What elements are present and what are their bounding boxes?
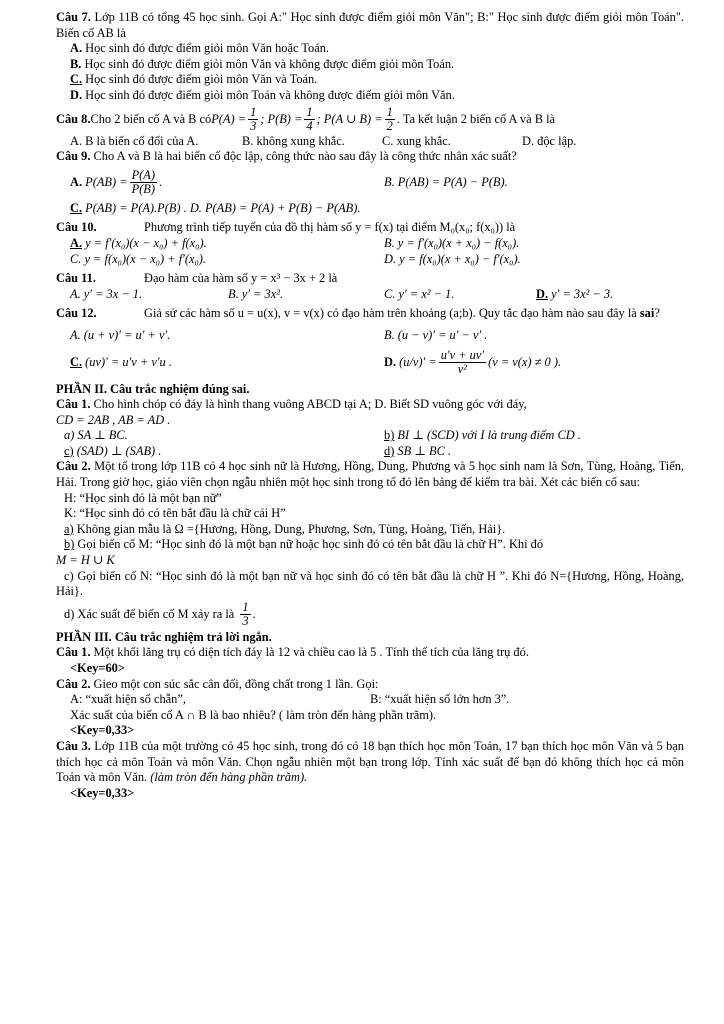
q12-d-cond: (v = v(x) ≠ 0 ). bbox=[488, 354, 562, 369]
p3-q2-event-a: A: “xuất hiện số chẵn”, bbox=[70, 692, 186, 707]
q12-d-letter: D. bbox=[384, 354, 397, 369]
p2-q2-d-num: 1 bbox=[242, 600, 249, 615]
p2-q2-c: c) Gọi biến cố N: “Học sinh đó là một bạn nữ và học sinh đó có tên bắt đầu là chữ H ”. Khi đó N={Hương, Hồng, Hoàng, Hải}. bbox=[56, 568, 684, 599]
q10-head: Câu 10. bbox=[56, 220, 97, 235]
q9-a-end: . bbox=[158, 174, 163, 189]
q8-pre: Cho 2 biến cố A và B có bbox=[90, 111, 212, 126]
part-3-title: PHẦN III. Câu trắc nghiệm trả lời ngắn. bbox=[56, 629, 272, 644]
q8-frac-u bbox=[385, 106, 395, 133]
exam-page bbox=[56, 10, 684, 801]
q10-row-ab bbox=[56, 236, 684, 252]
p2-q2-b-formula: M = H ∪ K bbox=[56, 553, 115, 568]
p3-q1-head: Câu 1. bbox=[56, 645, 91, 660]
p3-q2-key: <Key=0,33> bbox=[70, 723, 135, 738]
q12-head: Câu 12. bbox=[56, 306, 97, 321]
q12-option-c bbox=[70, 355, 384, 371]
p3-q1-key: <Key=60> bbox=[70, 661, 125, 675]
p2-q1-c-letter: c) bbox=[64, 443, 74, 458]
q8-frac-b-num: 1 bbox=[306, 105, 313, 120]
q8-pa: P(A) = bbox=[211, 111, 247, 126]
q8-options bbox=[56, 134, 684, 150]
p2-q2-b-text: Gọi biến cố M: “Học sinh đó là một bạn nữ hoặc học sinh đó có tên bắt đầu là chữ H”. Khi đó bbox=[74, 537, 544, 552]
q9-c-letter: C. bbox=[70, 200, 83, 215]
q9-a-letter: A. bbox=[70, 174, 83, 189]
q10-a-letter: A. bbox=[70, 235, 83, 250]
q9-c-text: P(AB) = P(A).P(B) . D. P(AB) = P(A) + P(B) − P(AB). bbox=[82, 200, 361, 215]
p2-q2-stem: Một tổ trong lớp 11B có 4 học sinh nữ là Hương, Hồng, Dung, Phương và 5 học sinh nam là Sơn, Tùng, Hoàng, Tiến, Hải. Trong giờ học, giáo viên chọn ngẫu nhiên một học sinh trong tổ đó lên bảng để kiểm tra bài. Xét các biến cố sau: bbox=[56, 459, 684, 490]
p2-q1-a: a) SA ⊥ BC. bbox=[64, 428, 128, 443]
q11-option-d bbox=[536, 287, 613, 303]
q12-option-d bbox=[384, 349, 561, 376]
p2-q2-event-k: K: “Học sinh đó có tên bắt đầu là chữ cái H” bbox=[64, 506, 286, 521]
p2-q1-row-ab bbox=[56, 428, 684, 444]
question-7-head: Câu 7. bbox=[56, 10, 91, 24]
p2-q2-a bbox=[56, 522, 684, 538]
question-9 bbox=[56, 149, 684, 165]
question-12 bbox=[56, 306, 684, 322]
p2-question-1 bbox=[56, 397, 684, 413]
p2-q2-d-text: d) Xác suất để biến cố M xảy ra là bbox=[64, 607, 235, 622]
q7-b-text: Học sinh đó được điểm giỏi môn Văn và không được điểm giỏi môn Toán. bbox=[81, 56, 455, 71]
q8-frac-a-den: 3 bbox=[250, 119, 257, 134]
q9-row-ab bbox=[56, 165, 684, 201]
q8-frac-b bbox=[304, 106, 314, 133]
q11-head: Câu 11. bbox=[56, 271, 96, 286]
question-8 bbox=[56, 106, 684, 134]
question-11 bbox=[56, 271, 684, 287]
q8-option-c: C. xung khắc. bbox=[382, 133, 451, 148]
q8-pb: ; P(B) = bbox=[260, 111, 303, 126]
p3-q2-stem: Gieo một con súc sắc cân đối, đồng chất trong 1 lần. Gọi: bbox=[90, 676, 379, 691]
q12-d-den: v² bbox=[457, 362, 468, 376]
p2-q2-a-text: Không gian mẫu là Ω ={Hương, Hồng, Dung, Phương, Sơn, Tùng, Hoàng, Tiến, Hải}. bbox=[73, 521, 506, 536]
q8-option-a: A. B là biến cố đối của A. bbox=[70, 133, 199, 148]
p2-q1-stem2: CD = 2AB , AB = AD . bbox=[56, 412, 171, 427]
q10-row-cd bbox=[56, 252, 684, 268]
q12-option-a: A. (u + v)′ = u′ + v′. bbox=[70, 327, 171, 342]
q10-a-text: y = f′(x₀)(x − x₀) + f(x₀). bbox=[82, 235, 207, 250]
q9-a-num: P(A) bbox=[131, 168, 155, 183]
q8-frac-a bbox=[248, 106, 258, 133]
q11-stem: Đạo hàm của hàm số y = x³ − 3x + 2 là bbox=[144, 271, 338, 286]
q12-d-num: u′v + uv′ bbox=[440, 348, 485, 362]
p3-q3-key: <Key=0,33> bbox=[70, 785, 135, 800]
p2-q2-d-den: 3 bbox=[242, 614, 249, 629]
q12-qmark: ? bbox=[654, 306, 660, 321]
p2-q2-d-frac bbox=[240, 601, 250, 628]
part-2-title: PHẦN II. Câu trắc nghiệm đúng sai. bbox=[56, 381, 250, 396]
p3-q2-events bbox=[56, 692, 684, 708]
q9-a-frac bbox=[130, 169, 157, 196]
p2-q1-d-text: SB ⊥ BC . bbox=[394, 443, 452, 458]
p2-q2-event-h: H: “Học sinh đó là một bạn nữ” bbox=[64, 490, 222, 505]
p3-q3-head: Câu 3. bbox=[56, 738, 91, 753]
p2-q1-b-text: BI ⊥ (SCD) với I là trung điểm CD . bbox=[394, 428, 581, 443]
p2-q2-b-letter: b) bbox=[64, 537, 75, 552]
q8-pu: ; P(A ∪ B) = bbox=[316, 111, 383, 126]
q7-a-text: Học sinh đó được điểm giỏi môn Văn hoặc Toán. bbox=[82, 41, 330, 56]
p2-q1-row-cd bbox=[56, 444, 684, 460]
q10-option-b: B. y = f′(x₀)(x + x₀) − f(x₀). bbox=[384, 235, 520, 250]
q12-c-text: (uv)′ = u′v + v′u . bbox=[82, 354, 172, 369]
q9-option-a bbox=[70, 169, 384, 196]
p2-q1-b bbox=[384, 428, 581, 444]
q8-post: . Ta kết luận 2 biến cố A và B là bbox=[396, 111, 556, 126]
p3-q3-stem: Lớp 11B của một trường có 45 học sinh, trong đó có 18 bạn thích học môn Toán, 17 bạn thích học môn Văn và 5 bạn thích học cả môn Toán và môn Văn. Chọn ngẫu nhiên một bạn trong lớp. Tính xác suất để bạn đó không thích học cả môn Toán và môn Văn. bbox=[56, 738, 684, 785]
q10-stem: Phương trình tiếp tuyến của đồ thị hàm số y = f(x) tại điểm M₀(x₀; f(x₀)) là bbox=[144, 220, 516, 235]
q9-head: Câu 9. bbox=[56, 149, 91, 164]
p2-q1-d-letter: d) bbox=[384, 443, 395, 458]
q9-a-lhs: P(AB) = bbox=[85, 174, 128, 189]
q7-option-a bbox=[56, 41, 684, 57]
question-7 bbox=[56, 10, 684, 41]
q7-c-letter: C. bbox=[70, 72, 83, 87]
question-10 bbox=[56, 220, 684, 236]
q11-option-b: B. y′ = 3x². bbox=[228, 286, 284, 301]
q10-option-a bbox=[70, 236, 384, 252]
q7-option-d bbox=[56, 88, 684, 104]
p2-q2-head: Câu 2. bbox=[56, 459, 91, 474]
q9-a-den: P(B) bbox=[131, 182, 155, 197]
q12-row-cd bbox=[56, 344, 684, 382]
q12-d-lhs: (u/v)′ = bbox=[399, 354, 437, 369]
q9-option-b: B. P(AB) = P(A) − P(B). bbox=[384, 174, 508, 189]
q10-option-c: C. y = f(x₀)(x − x₀) + f′(x₀). bbox=[70, 251, 207, 266]
q8-option-d: D. độc lập. bbox=[522, 133, 577, 148]
q7-c-text: Học sinh đó được điểm giỏi môn Văn và Toán. bbox=[82, 72, 318, 87]
q12-c-letter: C. bbox=[70, 354, 83, 369]
p3-q2-head: Câu 2. bbox=[56, 676, 91, 691]
q11-option-c: C. y′ = x² − 1. bbox=[384, 286, 455, 301]
p2-q1-head: Câu 1. bbox=[56, 397, 91, 412]
q8-head: Câu 8. bbox=[56, 111, 91, 126]
p2-question-2 bbox=[56, 459, 684, 490]
q10-option-d: D. y = f(x₀)(x + x₀) − f′(x₀). bbox=[384, 251, 521, 266]
p2-q1-c bbox=[64, 444, 384, 460]
q11-options bbox=[56, 287, 684, 303]
p2-q2-a-letter: a) bbox=[64, 521, 74, 536]
p2-q1-c-text: (SAD) ⊥ (SAB) . bbox=[73, 443, 162, 458]
q7-option-b bbox=[56, 57, 684, 73]
q12-option-b: B. (u − v)′ = u′ − v′ . bbox=[384, 327, 488, 342]
p3-q2-event-b: B: “xuất hiện số lớn hơn 3”. bbox=[370, 692, 510, 707]
q11-option-a: A. y′ = 3x − 1. bbox=[70, 286, 143, 301]
q8-frac-b-den: 4 bbox=[306, 119, 313, 134]
q12-d-frac bbox=[439, 349, 486, 376]
p3-question-1 bbox=[56, 645, 684, 661]
p3-q3-note: (làm tròn đến hàng phần trăm). bbox=[150, 770, 308, 785]
q12-sai: sai bbox=[639, 306, 655, 321]
p3-question-2 bbox=[56, 677, 684, 693]
q9-stem: Cho A và B là hai biến cố độc lập, công thức nào sau đây là công thức nhân xác suất? bbox=[90, 149, 517, 164]
p2-q2-b bbox=[56, 537, 684, 553]
q8-frac-u-den: 2 bbox=[386, 119, 393, 134]
q8-frac-u-num: 1 bbox=[386, 105, 393, 120]
q7-d-text: Học sinh đó được điểm giỏi môn Toán và không được điểm giỏi môn Văn. bbox=[82, 87, 455, 102]
q8-frac-a-num: 1 bbox=[250, 105, 257, 120]
p3-question-3 bbox=[56, 739, 684, 786]
q11-d-text: y′ = 3x² − 3. bbox=[548, 286, 614, 301]
q12-row-ab bbox=[56, 328, 684, 344]
q7-a-letter: A. bbox=[70, 41, 83, 56]
q8-option-b: B. không xung khắc. bbox=[242, 133, 345, 148]
p2-q2-d bbox=[56, 600, 684, 630]
q7-b-letter: B. bbox=[70, 56, 82, 71]
question-7-stem: Lớp 11B có tổng 45 học sinh. Gọi A:" Học sinh được điểm giỏi môn Văn"; B:" Học sinh được điểm giỏi môn Toán". Biến cố AB là bbox=[56, 10, 684, 40]
p2-q1-d bbox=[384, 444, 451, 460]
p3-q1-stem: Một khối lăng trụ có diện tích đáy là 12 và chiều cao là 5 . Tính thể tích của lăng trụ đó. bbox=[90, 645, 529, 660]
q9-row-cd bbox=[56, 201, 684, 217]
q11-d-letter: D. bbox=[536, 286, 549, 301]
q12-stem: Giả sử các hàm số u = u(x), v = v(x) có đạo hàm trên khoảng (a;b). Quy tắc đạo hàm nào sau đây là bbox=[144, 306, 640, 321]
p2-q2-d-end: . bbox=[252, 607, 256, 622]
q7-d-letter: D. bbox=[70, 87, 83, 102]
p2-q1-b-letter: b) bbox=[384, 428, 395, 443]
q7-option-c bbox=[56, 72, 684, 88]
p2-q1-stem: Cho hình chóp có đáy là hình thang vuông ABCD tại A; D. Biết SD vuông góc với đáy, bbox=[90, 397, 527, 412]
p3-q2-question: Xác suất của biến cố A ∩ B là bao nhiêu? ( làm tròn đến hàng phần trăm). bbox=[70, 707, 437, 722]
